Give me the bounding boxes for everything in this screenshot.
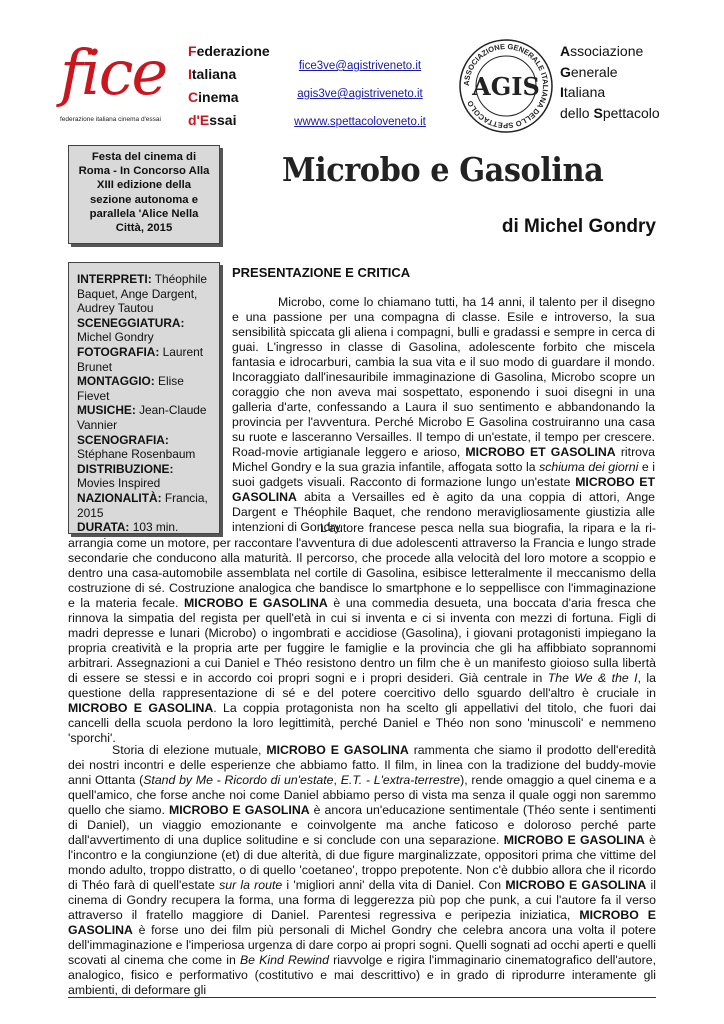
paragraph-text: il cinema di Gondry recupera la forma, una forma di leggerezza più pop che punk, a cui l'autore fa il verso attraverso il fratello maggiore di Daniel. Parentesi regressiva e peripezia iniziatica, bbox=[68, 878, 656, 922]
film-title-mention: MICROBO ET GASOLINA bbox=[232, 475, 655, 504]
italic-reference: E.T. - L'extra-terrestre bbox=[340, 773, 461, 787]
paragraph-text: riavvolge e rigira l'immaginario cinematografico dell'autore, analogico, fisico e performativo (costitutivo e mai descrittivo) e in grado di riprodurre interamente gli ambienti, di deformare gli bbox=[68, 953, 656, 997]
italic-reference: The We & the I bbox=[547, 671, 638, 685]
credits-box bbox=[68, 262, 220, 534]
italic-reference: Stand by Me - Ricordo di un'estate bbox=[143, 773, 334, 787]
fice-logo bbox=[60, 38, 178, 132]
paragraph-text: è ancora un'educazione sentimentale (Théo sente i sentimenti di Daniel), un viaggio emozionante e coinvolgente ma anche faticoso e doloroso perché parte dall'avvertimento di una duplice solitudine e si conclude con una separazione. bbox=[68, 803, 656, 847]
contact-links bbox=[288, 52, 432, 136]
paragraph-text: , bbox=[333, 773, 341, 787]
paragraph-text: , la questione della rappresentazione di sé e del potere coercitivo dello sguardo dell'altro è cruciale in bbox=[68, 671, 657, 700]
credit-item: DURATA: 103 min. bbox=[77, 520, 179, 535]
agis-seal-icon bbox=[458, 38, 554, 134]
credit-item: INTERPRETI: Théophile Baquet, Ange Dargent, Audrey Tautou bbox=[77, 272, 207, 316]
agis-seal-logo bbox=[458, 38, 554, 134]
agis-name-line: Generale bbox=[560, 63, 618, 80]
film-title-mention: MICROBO E GASOLINA bbox=[505, 878, 647, 892]
paragraph-text: Microbo, come lo chiamano tutti, ha 14 anni, il talento per il disegno e una passione per una compagna di classe. Esile e introverso, la sua sensibilità spiccata gli aliena i compagni, bulli e gradassi e sempre in cerca di guai. L'ingresso in classe di Gasolina, adolescente forbito che miscela fantasia e idrocarburi, cambia la sua vita e il suo modo di guardare il mondo. Incoraggiato dall'inesauribile immaginazione di Gasolina, Microbo scopre un coraggio che non aveva mai sospettato, esponendo i suoi disegni in una galleria d'arte, confessando a Laura il suo sentimento e abbandonando la provincia per l'avventura. Perché Microbo E Gasolina costruiranno una casa su ruote e lasceranno Versailles. Il tempo di un'estate, il tempo per crescere. Road-movie artigianale leggero e arioso, bbox=[232, 295, 655, 459]
fice-name-line: Italiana bbox=[188, 66, 237, 82]
film-title-mention: MICROBO E GASOLINA bbox=[68, 908, 656, 937]
credit-item: SCENOGRAFIA: Stéphane Rosenbaum bbox=[77, 432, 196, 462]
paragraph-text: e i suoi gadgets visuali. Racconto di formazione lungo un'estate bbox=[232, 460, 656, 489]
fice-name bbox=[188, 40, 270, 132]
film-title-mention: MICROBO E GASOLINA bbox=[184, 596, 328, 610]
fice-logo-subtitle: federazione italiana cinema d'essai bbox=[60, 116, 161, 123]
paragraph-text: ), rende omaggio a quel cinema e a quell'amico, che forse anche noi come Daniel abbiamo perso di vista ma senza il quale oggi non saremmo quello che siamo. bbox=[68, 773, 656, 817]
paragraph-text: è una commedia desueta, una boccata d'aria fresca che rinnova la simpatia del regista per quell'età in cui si inventa e ci si inventa con mezzi di fortuna. Figli di madri depresse e lunari (Microbo) o ingombrati e accidiose (Gasolina), i giovani protagonisti impiegano la propria creatività e la propria arte per fuggire le famiglie e la provincia che gli ha affibbiato soprannomi arbitrari. Assegnazioni a cui Daniel e Théo resistono dentro un film che è un manifesto gioioso sulla libertà di essere se stessi e in accordo coi propri sogni e i propri desideri. Già centrale in bbox=[68, 596, 657, 685]
film-title-mention: MICROBO ET GASOLINA bbox=[465, 445, 616, 459]
agis-email-link[interactable]: agis3ve@agistriveneto.it bbox=[297, 88, 423, 100]
footer-divider bbox=[68, 997, 656, 998]
agis-name bbox=[560, 41, 660, 123]
film-director: di Michel Gondry bbox=[501, 216, 656, 237]
article-paragraph bbox=[68, 743, 656, 998]
film-title-mention: MICROBO E GASOLINA bbox=[68, 701, 214, 715]
credit-item: MONTAGGIO: Elise Fievet bbox=[77, 374, 184, 403]
paragraph-text: abita a Versailles ed è agito da una coppia di attori, Ange Dargent e Théophile Baquet, che rendono meravigliosamente giustizia alle intenzioni di Gondry. bbox=[232, 490, 655, 534]
paragraph-text: i 'migliori anni' della vita di Daniel. Con bbox=[282, 878, 506, 892]
paragraph-text: ritrova Michel Gondry e la sua grazia infantile, affogata sotto la bbox=[232, 445, 655, 474]
film-title-mention: MICROBO E GASOLINA bbox=[168, 803, 310, 817]
fice-name-line: Federazione bbox=[188, 43, 270, 59]
agis-name-line: dello Spettacolo bbox=[560, 104, 660, 121]
paragraph-text: L'autore francese pesca nella sua biografia, la ripara e la ri-arrangia come un motore, per raccontare l'avventura di due adolescenti attraverso la Francia e lungo strade secondarie che conducono alla maturità. Il percorso, che procede alla velocità del loro motore a scoppio e dentro una casa-automobile assemblata nel cortile di Gasolina, esibisce letteralmente il meccanismo della costruzione di sé. Costruzione analogica che bandisce lo smartphone e lo seppellisce con l'immaginazione e la materia fecale. bbox=[68, 521, 656, 610]
paragraph-text: è forse uno dei film più personali di Michel Gondry che celebra ancora una volta il potere dell'immaginazione e l'imperiosa urgenza di dare corpo ai propri sogni. Quelli sognati ad occhi aperti e quelli scovati al cinema che come in bbox=[68, 923, 656, 967]
film-title: Microbo e Gasolina bbox=[282, 150, 604, 189]
credit-item: SCENEGGIATURA: Michel Gondry bbox=[77, 315, 185, 345]
italic-reference: Be Kind Rewind bbox=[239, 953, 329, 967]
credit-item: DISTRIBUZIONE: Movies Inspired bbox=[77, 461, 174, 491]
paragraph-text: è l'incontro e la congiunzione (et) di due alterità, di due figure marginalizzate, oppositori prima che vittime del mondo adulto, troppo distratto, o di quello 'coetaneo', troppo prepotente. Non c'è dubbio allora che il ricordo di Théo farà di quell'estate bbox=[68, 833, 656, 892]
agis-name-line: Italiana bbox=[560, 84, 606, 100]
italic-reference: schiuma dei giorni bbox=[539, 460, 639, 474]
paragraph-text: rammenta che siamo il prodotto dell'eredità dei nostri incontri e delle esperienze che abbiamo fatto. Il film, in linea con la tradizione del buddy-movie anni Ottanta ( bbox=[68, 743, 656, 787]
agis-name-line: Associazione bbox=[560, 43, 644, 59]
film-title-mention: MICROBO E GASOLINA bbox=[503, 833, 645, 847]
agis-seal-ring-text: ASSOCIAZIONE GENERALE ITALIANA DELLO SPETTACOLO bbox=[461, 41, 551, 131]
fice-name-line: d'Essai bbox=[188, 112, 237, 128]
article-paragraph bbox=[232, 295, 655, 535]
fice-email-link[interactable]: fice3ve@agistriveneto.it bbox=[298, 60, 422, 72]
agis-seal-text: AGIS bbox=[472, 72, 540, 101]
fice-name-line: Cinema bbox=[188, 89, 239, 105]
italic-reference: sur la route bbox=[219, 878, 283, 892]
fice-logo-wordmark: fice bbox=[60, 36, 167, 109]
credit-item: MUSICHE: Jean-Claude Vannier bbox=[77, 403, 207, 432]
paragraph-text: . La coppia protagonista non ha scelto gli appellativi del titolo, che fuori dai cancelli della scuola perdono la loro legittimità, perché Daniel e Théo non sono 'minuscoli' e nemmeno 'sporchi'. bbox=[68, 701, 656, 745]
website-link[interactable]: wwww.spettacoloveneto.it bbox=[294, 116, 426, 128]
credit-item: NAZIONALITÀ: Francia, 2015 bbox=[77, 490, 208, 520]
credit-item: FOTOGRAFIA: Laurent Brunet bbox=[77, 344, 204, 374]
section-title: PRESENTAZIONE E CRITICA bbox=[232, 265, 411, 280]
film-title-mention: MICROBO E GASOLINA bbox=[266, 743, 409, 757]
article-paragraph bbox=[68, 521, 656, 746]
festival-info-box: Festa del cinema di Roma - In Concorso Alla XIII edizione della sezione autonoma e parallela 'Alice Nella Città, 2015 bbox=[68, 145, 220, 244]
paragraph-text: Storia di elezione mutuale, bbox=[112, 743, 267, 757]
